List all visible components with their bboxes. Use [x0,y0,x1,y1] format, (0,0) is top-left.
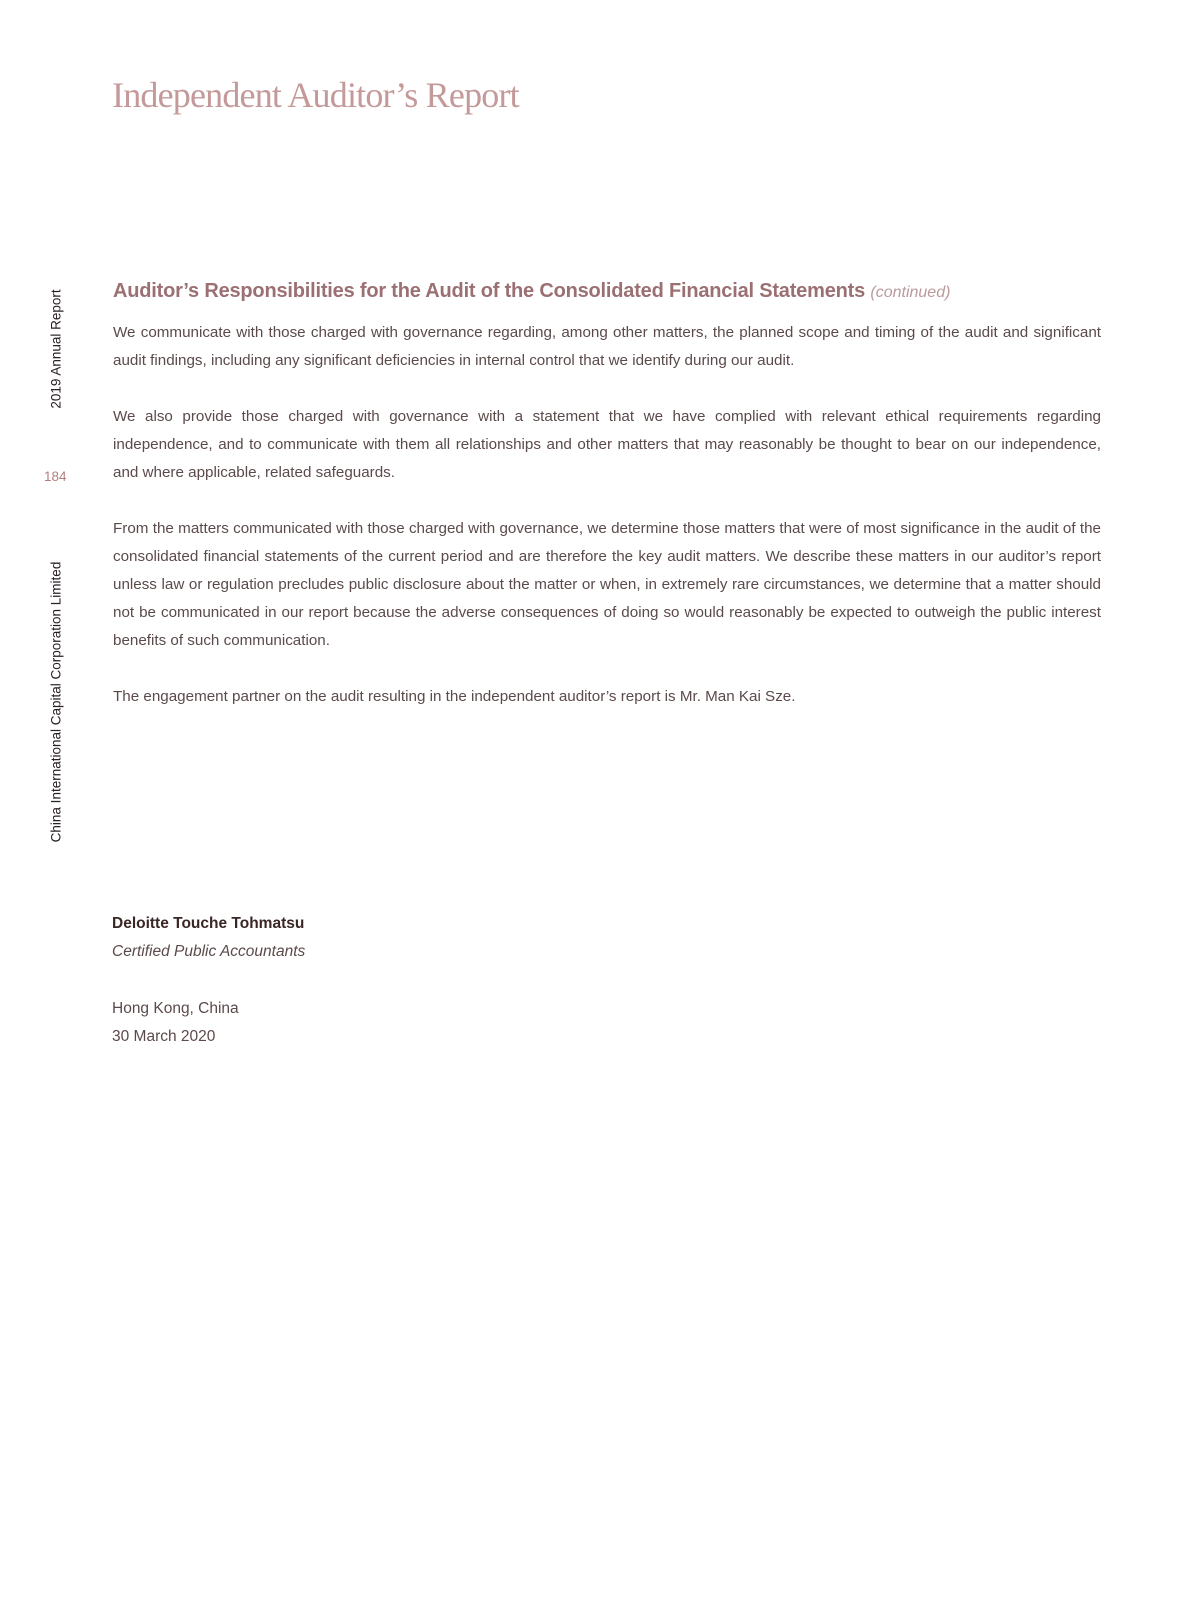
firm-name: Deloitte Touche Tohmatsu [112,915,305,932]
paragraph-engagement-partner: The engagement partner on the audit resulting in the independent auditor’s report is Mr. Man Kai Sze. [113,688,796,705]
section-heading [113,280,1101,303]
main-content [113,280,1101,739]
paragraph-independence-statement: We also provide those charged with governance with a statement that we have complied with relevant ethical requirements regarding independence, and to communicate with them all relationships and other matters that may reasonably be thought to bear on our independence, and where applicable, related safeguards. [113,408,1101,481]
place: Hong Kong, China [112,1000,239,1017]
place-date-block [112,995,239,1051]
page-number: 184 [44,469,67,484]
paragraph-governance-communication: We communicate with those charged with governance regarding, among other matters, the planned scope and timing of the audit and significant audit findings, including any significant deficiencies in internal control that we identify during our audit. [113,324,1101,369]
continued-label: (continued) [870,284,951,301]
paragraph-key-audit-matters: From the matters communicated with those charged with governance, we determine those matters that were of most significance in the audit of the consolidated financial statements of the current period and are therefore the key audit matters. We describe these matters in our auditor’s report unless law or regulation precludes public disclosure about the matter or when, in extremely rare circumstances, we determine that a matter should not be communicated in our report because the adverse consequences of doing so would reasonably be expected to outweigh the public interest benefits of such communication. [113,520,1101,649]
date: 30 March 2020 [112,1028,216,1045]
signature-block [112,910,305,966]
section-heading-text: Auditor’s Responsibilities for the Audit of the Consolidated Financial Statements [113,280,866,302]
report-label-text: 2019 Annual Report [48,289,64,409]
page-title: Independent Auditor’s Report [112,75,519,115]
company-name-text: China International Capital Corporation Limited [48,561,64,843]
firm-role: Certified Public Accountants [112,943,306,960]
side-company-name [46,543,66,861]
side-report-label [46,283,66,415]
